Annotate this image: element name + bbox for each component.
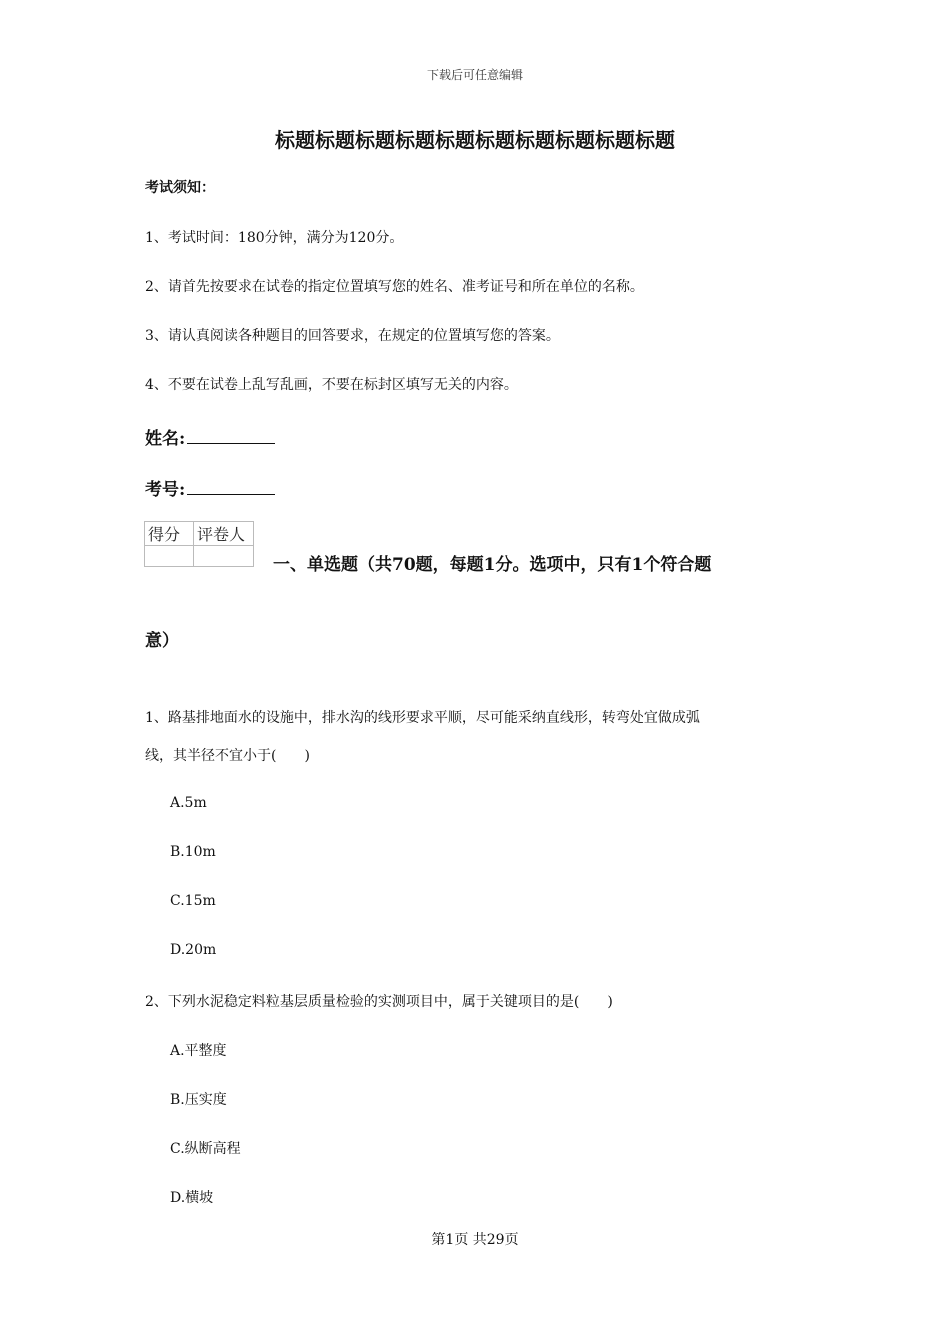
id-blank-line <box>187 477 275 495</box>
page-header: 下载后可任意编辑 <box>426 68 523 82</box>
exam-notes-heading: 考试须知： <box>145 180 215 196</box>
exam-note-1: 1、考试时间：180分钟，满分为120分。 <box>145 230 404 246</box>
question-1-option-d: D.20m <box>170 942 217 958</box>
question-2-option-d: D.横坡 <box>170 1190 214 1206</box>
question-2-text: 2、下列水泥稳定料粒基层质量检验的实测项目中，属于关键项目的是( ) <box>145 994 613 1010</box>
document-title: 标题标题标题标题标题标题标题标题标题标题 <box>275 128 675 152</box>
id-field <box>145 475 275 500</box>
question-1-option-b: B.10m <box>170 844 216 860</box>
question-2-option-b: B.压实度 <box>170 1092 227 1108</box>
page-footer: 第1页 共29页 <box>431 1232 519 1248</box>
section-heading: 一、单选题（共70题，每题1分。选项中，只有1个符合题 <box>273 555 712 575</box>
question-2-option-a: A.平整度 <box>170 1043 227 1059</box>
question-1-line-1: 1、路基排地面水的设施中，排水沟的线形要求平顺，尽可能采纳直线形，转弯处宜做成弧 <box>145 710 700 726</box>
score-column-header: 得分 <box>145 522 194 546</box>
exam-note-4: 4、不要在试卷上乱写乱画，不要在标封区填写无关的内容。 <box>145 377 518 393</box>
question-1-line-2: 线，其半径不宜小于( ) <box>145 748 310 764</box>
question-2-option-c: C.纵断高程 <box>170 1141 241 1157</box>
question-1-option-a: A.5m <box>170 795 207 811</box>
grader-column-header: 评卷人 <box>194 522 254 546</box>
exam-note-2: 2、请首先按要求在试卷的指定位置填写您的姓名、准考证号和所在单位的名称。 <box>145 279 644 295</box>
name-label: 姓名: <box>145 429 186 449</box>
exam-note-3: 3、请认真阅读各种题目的回答要求，在规定的位置填写您的答案。 <box>145 328 560 344</box>
name-field <box>145 424 275 449</box>
score-cell <box>145 546 194 567</box>
id-label: 考号: <box>145 480 186 500</box>
question-1-option-c: C.15m <box>170 893 216 909</box>
score-table-empty-row <box>145 546 254 567</box>
name-blank-line <box>187 426 275 444</box>
grader-cell <box>194 546 254 567</box>
score-table-header-row <box>145 522 254 546</box>
score-table <box>144 521 254 567</box>
section-heading-continued: 意） <box>145 631 179 651</box>
